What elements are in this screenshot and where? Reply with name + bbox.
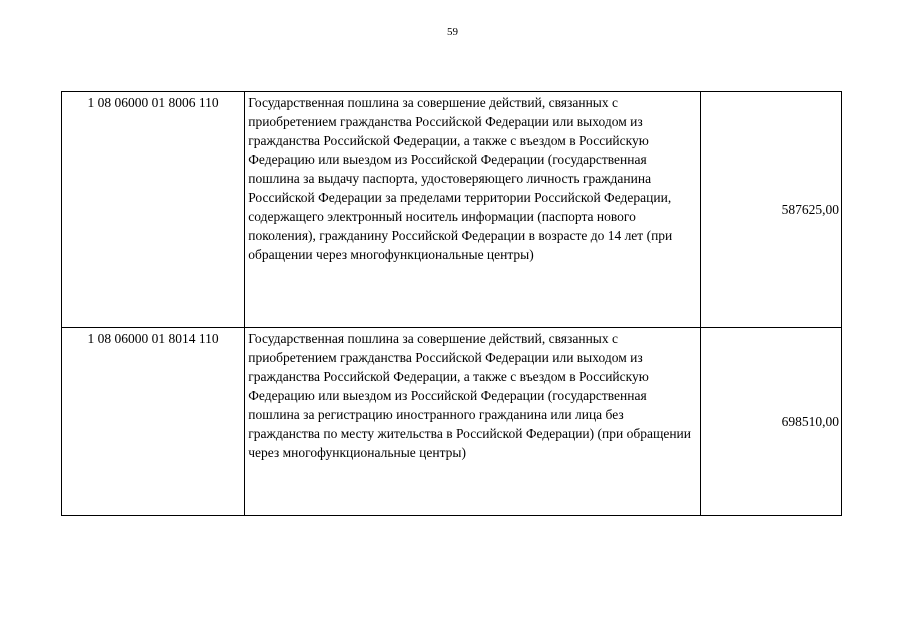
revenue-table: [61, 91, 842, 516]
table-row: [62, 92, 842, 328]
table-row: [62, 328, 842, 516]
description-cell: Государственная пошлина за совершение действий, связанных с приобретением гражданства Российской Федерации или выходом из гражданства Российской Федерации, а также с въездом в Российскую Федерацию или выездом из Российской Федерации (государственная пошлина за регистрацию иностранного гражданина или лица без гражданства по месту жительства в Российской Федерации) (при обращении через многофункциональные центры): [245, 328, 701, 516]
budget-code-cell: 1 08 06000 01 8014 110: [62, 328, 245, 516]
amount-cell: 698510,00: [700, 328, 841, 516]
description-cell: Государственная пошлина за совершение действий, связанных с приобретением гражданства Российской Федерации или выходом из гражданства Российской Федерации, а также с въездом в Российскую Федерацию или выездом из Российской Федерации (государственная пошлина за выдачу паспорта, удостоверяющего личность гражданина Российской Федерации за пределами территории Российской Федерации, содержащего электронный носитель информации (паспорта нового поколения), гражданину Российской Федерации в возрасте до 14 лет (при обращении через многофункциональные центры): [245, 92, 701, 328]
page-number: 59: [447, 26, 458, 38]
budget-code-cell: 1 08 06000 01 8006 110: [62, 92, 245, 328]
amount-cell: 587625,00: [700, 92, 841, 328]
